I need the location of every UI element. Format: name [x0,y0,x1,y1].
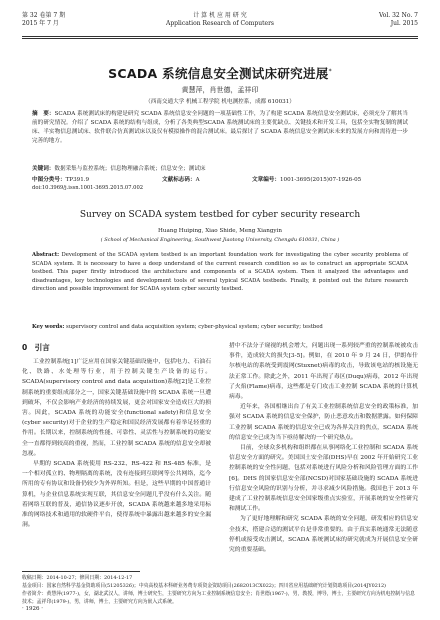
footnote-dates: 收稿日期：2014-10-27；修回日期：2014-12-17 [22,575,133,581]
page-number: · 1926 · [22,606,43,612]
volume-issue-cn: 第 32 卷第 7 期 [22,12,66,19]
affiliation-en: ( School of Mechanical Engineering, Southwest Jiaotong University, Chengdu 610031, China ) [100,237,340,243]
date-cn: 2015 年 7 月 [22,19,59,27]
footnote-funding: 基金项目：国家自然科学基金资助项目(51205326)；中央高校基本科研业务费专项资金资助项目(2682013CX022)；四川省应用基础研究计划资助项目(2014JY0212) [22,583,386,589]
abstract-label-en: Abstract: [32,252,60,258]
doi: doi:10.3969/j.issn.1001-3695.2015.07.002 [32,185,144,191]
section-heading-introduction: 0 引言 [22,343,50,352]
running-header [22,12,418,34]
abstract-en [32,251,408,294]
header-right [379,12,418,27]
body-paragraph: 为了更好地理解和研究 SCADA 系统的安全问题，研发相应的信息安全技术，搭建合适的测试平台是非常重要的。由于真实系统通常无法随意停机或接受攻击测试，SCADA 系统测试床的研究就成为开展信息安全研究的重要基础。 [229,516,418,554]
affiliation-cn: （西南交通大学 机械工程学院 机电测控系，成都 610031） [145,99,295,105]
footnote [22,574,418,606]
body-column-left [22,341,211,530]
abstract-text-en: Development of the SCADA system testbed is an important foundation work for investigating the cyber security problems of SCADA system. It is necessary to have a deep understand of the current research condition so as to construct an appropriate SCADA testbed. This paper firstly introduced the architecture and components of a SCADA system. Then it analyzed the advantages and disadvantages, key technologies and development tools of several typical SCADA testbeds. Finally, it pointed out the future research direction and possible improvement for SCADA system cyber security testbed. [32,252,408,292]
journal-name-cn: 计 算 机 应 用 研 究 [193,12,247,19]
body-paragraph: 措中不法分子窥视的机会增大，问题出现一系列较严重的控制系统被攻击事件，造成较大的损失[3-5]。例如，在 2010 年 9 月 24 日，伊朗布什尔核电站的系统受到震网(Stuxnet)病毒的攻击，导致该电站的核设施无法正常工作。除此之外，2011 年出现了毒区(Duqu)病毒，2012 年出现了火焰(Flame)病毒，这些都是专门攻击工业控制 SCADA 系统的计算机病毒。 [229,343,418,401]
paper-title-cn: SCADA 系统信息安全测试床研究进展* [108,66,332,81]
body-paragraph: 近年来，各国相继出台了有关工业控制系统信息安全的政策标准，加强对 SCADA 系统的信息安全保护，防止恶意攻击和数据泄露。如何保障工业控制 SCADA 系统的信息安全已成为各界关注的焦点，SCADA 系统的信息安全已成为当下亟待解决的一个研究热点。 [229,404,418,441]
classification-row [32,175,408,184]
header-rule-top [22,36,418,37]
paper-title-en: Survey on SCADA system testbed for cyber security research [79,210,361,220]
authors-cn: 黄慧萍，肖世德，孟祥印 [181,86,259,94]
body-paragraph: 工业控制系统[1]广泛应用在国家关键基础设施中，包括电力、石油石化、铁路、水处理等行业，用于控制关键生产设备的运行。SCADA(supervisory control and data acquisition)系统[2]是工业控制系统的重要组成部分之一，国家关键基础设施中的 SCADA 系统一旦遭到破坏，不仅会影响产业经济的持续发展，更会对国家安全造成巨大的损害。因此，SCADA 系统的功能安全(functional safety)和信息安全(cyber security)对于企业的生产稳定和国民经济发展都有着举足轻重的作用。长期以来，控制系统的性能、可靠性、灵活性与控制系统的功能安全一直都得到较高的重视，然而，工业控制 SCADA 系统的信息安全却被忽视。 [22,359,211,457]
clc-number: 中图分类号：TP391.9 [32,177,90,183]
journal-name-en: Application Research of Computers [165,19,275,27]
header-center [22,12,418,27]
keywords-cn [32,165,408,174]
abstract-cn [32,110,408,146]
article-number: 文章编号：1001-3695(2015)07-1926-05 [252,177,362,183]
abstract-label-cn: 摘 要： [32,111,55,117]
date-en: Jul. 2015 [390,19,418,27]
keywords-en [32,323,408,332]
keywords-text-cn: 数据采集与监控系统；信息物理融合系统；信息安全；测试床 [54,166,206,172]
title-footnote-mark: * [328,67,332,75]
body-paragraph: 目前，全球众多机构和组织都在从事网络化工业控制和 SCADA 系统信息安全方面的研究。美国国土安全部(DHS)早在 2002 年开始研究工业控制系统的安全性问题，包括对系统进行风险分析和风险管理方面的工作[6]。DHS 的国家信息安全部(NCSD)对国家基础设施的 SCADA 系统进行信息安全风险的识别与分析，并寻求减少风险措施。我国也于 2013 年建成了工业控制系统信息安全国家级重点实验室，开展系统的安全性研究和测试工作。 [229,445,418,513]
footnote-bio: 作者简介：黄慧萍(1977-)，女，湖北武汉人，讲师，博士研究生，主要研究方向为工业控制系统信息安全；肖世德(1967-)，男，教授，博导，博士，主要研究方向为机电控制与信息技术；孟祥印(1979-)，男，讲师，博士，主要研究方向为嵌入式系统。 [22,591,415,605]
footnote-rule [22,571,140,572]
body-paragraph: 早期的 SCADA 系统使用 RS-232、RS-422 和 RS-485 标准，是一个相对孤立的、物理隔离的系统，没有连接到互联网等公共网络，迄今所用的专有协议和设备仍较少为外界所知。但是，这些早期的中国普通计算机，与企业信息系统实现互联，其信息安全问题几乎没有什么关注。随着网络互联的普及，通信协议逐步开放，SCADA 系统越来越多地采用标准的网络技术和通用的软硬件平台，使得系统中暴露出越来越多的安全漏洞。 [22,461,211,529]
header-rule-bottom [22,38,418,39]
keywords-text-en: supervisory control and data acquisition system; cyber-physical system; cyber security; testbed [66,324,323,330]
body-column-right [229,341,418,555]
document-code: 文献标志码：A [162,177,200,183]
keywords-label-en: Key words: [32,324,65,330]
keywords-label-cn: 关键词： [32,166,55,172]
authors-en: Huang Huiping, Xiao Shide, Meng Xiangyin [158,228,282,234]
volume-issue-en: Vol. 32 No. 7 [378,12,418,19]
abstract-text-cn: SCADA 系统测试床的构建是研究 SCADA 系统信息安全问题的一项基础性工作，为了构建 SCADA 系统信息安全测试床，必须充分了解其当前的研究情况。介绍了 SCADA 系统的结构与组成，分析了各类典型SCADA 系统测试床的主要优缺点、关键技术和开发工具，包括全实物复制的测试床、半实物信息测试床、软件联合仿真测试床以及仅有模拟操作的混合测试床。最后探讨了 SCADA 系统信息安全测试床未来的发展方向和需待进一步完善的地方。 [32,111,408,144]
